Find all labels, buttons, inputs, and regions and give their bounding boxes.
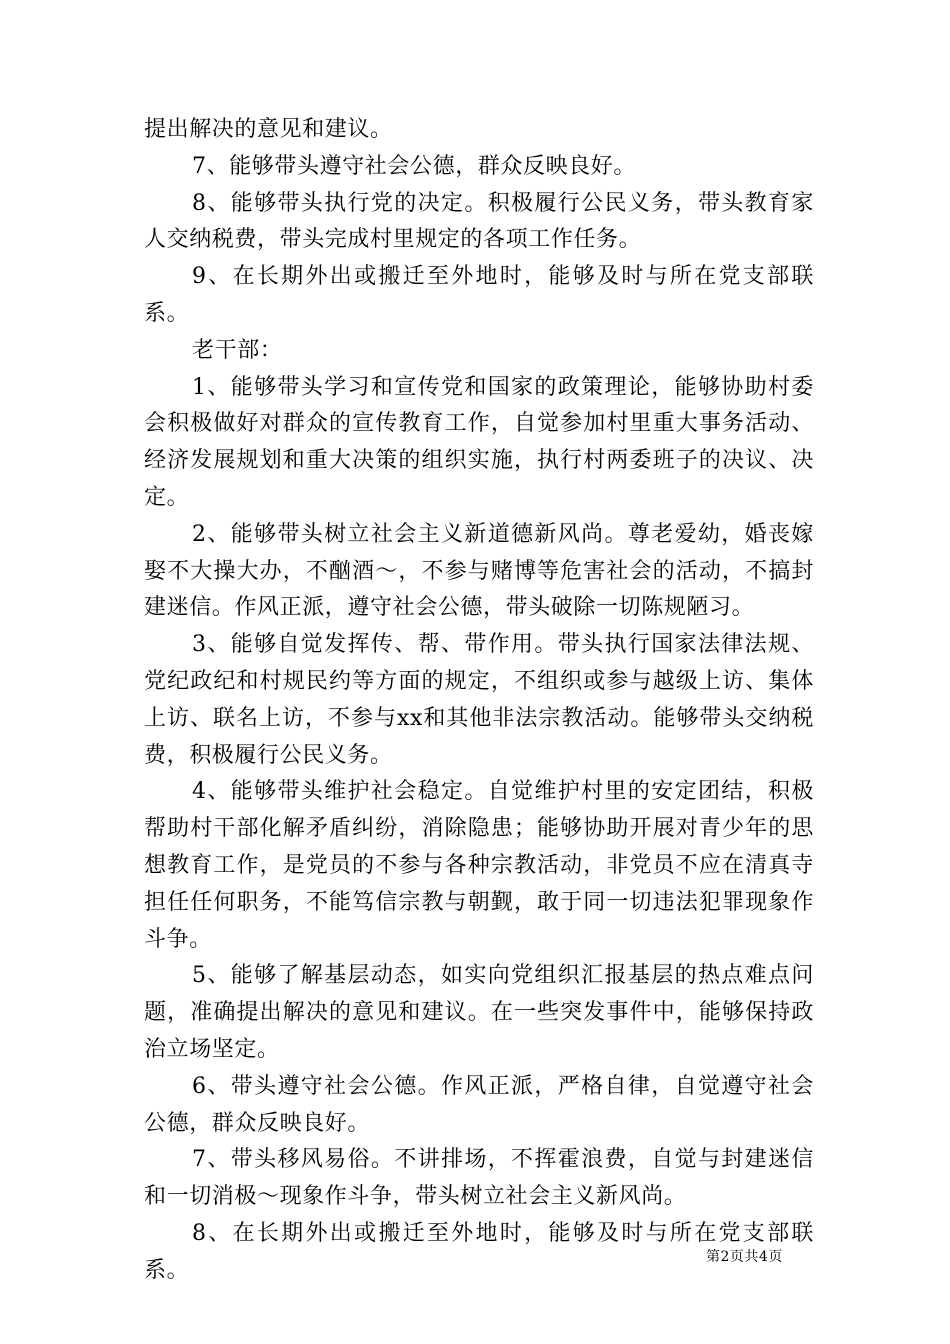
paragraph-cadre-item-1: 1、能够带头学习和宣传党和国家的政策理论，能够协助村委会积极做好对群众的宣传教育工作，自觉参加村里重大事务活动、经济发展规划和重大决策的组织实施，执行村两委班子的决议、决定。	[144, 374, 814, 510]
paragraph-cadre-item-4: 4、能够带头维护社会稳定。自觉维护村里的安定团结，积极帮助村干部化解矛盾纠纷，消除隐患；能够协助开展对青少年的思想教育工作，是党员的不参与各种宗教活动，非党员不应在清真寺担任任何职务，不能笃信宗教与朝觐，敢于同一切违法犯罪现象作斗争。	[144, 779, 814, 952]
paragraph-cadre-item-5: 5、能够了解基层动态，如实向党组织汇报基层的热点难点问题，准确提出解决的意见和建议。在一些突发事件中，能够保持政治立场坚定。	[144, 963, 814, 1062]
document-body	[144, 112, 814, 1290]
paragraph-item-8: 8、能够带头执行党的决定。积极履行公民义务，带头教育家人交纳税费，带头完成村里规定的各项工作任务。	[144, 190, 814, 253]
paragraph-cadre-item-7: 7、带头移风易俗。不讲排场，不挥霍浪费，自觉与封建迷信和一切消极～现象作斗争，带头树立社会主义新风尚。	[144, 1147, 814, 1210]
paragraph-cadre-item-6: 6、带头遵守社会公德。作风正派，严格自律，自觉遵守社会公德，群众反映良好。	[144, 1073, 814, 1136]
paragraph-item-7: 7、能够带头遵守社会公德，群众反映良好。	[192, 153, 636, 179]
paragraph-cadre-item-3: 3、能够自觉发挥传、帮、带作用。带头执行国家法律法规、党纪政纪和村规民约等方面的规定，不组织或参与越级上访、集体上访、联名上访，不参与xx和其他非法宗教活动。能够带头交纳税费，积极履行公民义务。	[144, 632, 814, 768]
paragraph-continuation: 提出解决的意见和建议。	[144, 117, 393, 142]
paragraph-cadre-item-2: 2、能够带头树立社会主义新道德新风尚。尊老爱幼，婚丧嫁娶不大操大办，不酗酒～，不参与赌博等危害社会的活动，不搞封建迷信。作风正派，遵守社会公德，带头破除一切陈规陋习。	[144, 521, 814, 621]
paragraph-item-9: 9、在长期外出或搬迁至外地时，能够及时与所在党支部联系。	[144, 264, 814, 326]
page-number: 第2页共4页	[706, 1249, 783, 1265]
paragraph-cadre-item-8: 8、在长期外出或搬迁至外地时，能够及时与所在党支部联系。	[144, 1220, 814, 1283]
section-heading-old-cadres: 老干部：	[192, 337, 283, 363]
